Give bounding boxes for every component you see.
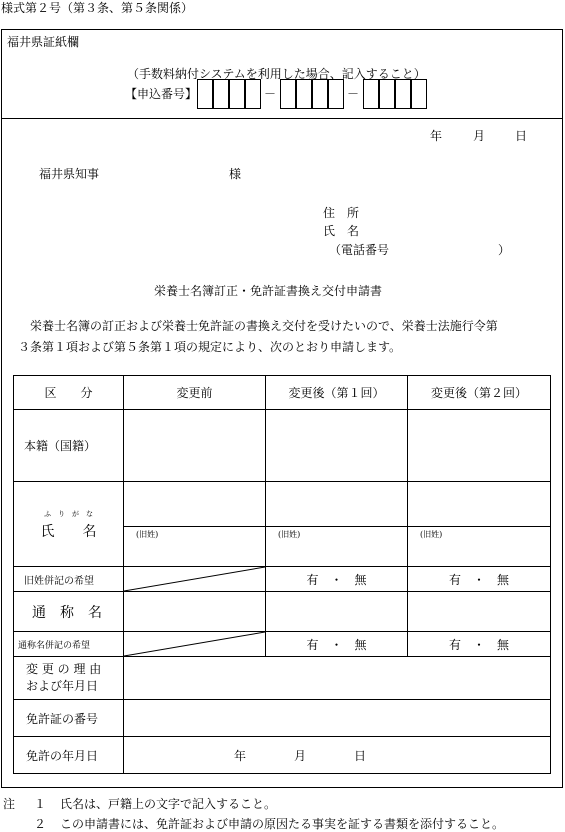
reason-label-line-1: 変 更 の 理 由 bbox=[26, 662, 102, 677]
old-surname-wish-label: 旧姓併記の希望 bbox=[14, 567, 124, 592]
name-ruby: ふ り が な bbox=[44, 510, 93, 518]
domicile-before-field[interactable] bbox=[124, 410, 266, 482]
applicant-address-label: 住 所 bbox=[323, 206, 360, 220]
table-header-row bbox=[14, 376, 551, 410]
old-surname-wish-after-2[interactable]: 有 ・ 無 bbox=[408, 567, 551, 592]
digit-box[interactable] bbox=[379, 79, 395, 109]
addressee-honorific: 様 bbox=[229, 167, 242, 181]
table-row-license-number bbox=[14, 700, 551, 737]
digit-box[interactable] bbox=[280, 79, 296, 109]
application-number-label: 【申込番号】 bbox=[125, 87, 198, 101]
old-surname-wish-before-na bbox=[124, 567, 266, 592]
notes-prefix: 注 bbox=[3, 797, 16, 811]
license-number-label: 免許証の番号 bbox=[14, 700, 124, 737]
alias-wish-label: 通称名併記の希望 bbox=[14, 632, 124, 657]
alias-label: 通 称 名 bbox=[14, 592, 124, 632]
alias-wish-before-na bbox=[124, 632, 266, 657]
alias-after-1-field[interactable] bbox=[266, 592, 408, 632]
table-row-license-date bbox=[14, 737, 551, 774]
date-day-label: 日 bbox=[515, 129, 528, 143]
name-label: 氏 名 bbox=[40, 524, 97, 540]
digit-box[interactable] bbox=[363, 79, 379, 109]
number-dash: － bbox=[264, 87, 277, 101]
digit-box[interactable] bbox=[213, 79, 229, 109]
name-furigana-after-1-field[interactable] bbox=[266, 482, 408, 527]
document-title: 栄養士名簿訂正・免許証書換え交付申請書 bbox=[154, 284, 383, 298]
applicant-phone-close: ） bbox=[498, 243, 511, 257]
table-row-domicile bbox=[14, 410, 551, 482]
table-row-alias bbox=[14, 592, 551, 632]
alias-before-field[interactable] bbox=[124, 592, 266, 632]
header-after-1: 変更後（第１回） bbox=[266, 376, 408, 410]
license-number-field[interactable] bbox=[124, 700, 551, 737]
header-category: 区 分 bbox=[14, 376, 124, 410]
addressee-name: 福井県知事 bbox=[39, 167, 100, 181]
body-text-line-1: 栄養士名簿の訂正および栄養士免許証の書換え交付を受けたいので、栄養士法施行令第 bbox=[30, 319, 498, 333]
domicile-label: 本籍（国籍） bbox=[14, 410, 124, 482]
note-2-text: この申請書には、免許証および申請の原因たる事実を証する書類を添付すること。 bbox=[60, 817, 505, 831]
stamp-area-instruction: （手数料納付システムを利用した場合、記入すること） bbox=[127, 67, 426, 81]
reason-field[interactable] bbox=[124, 657, 551, 700]
date-month-label: 月 bbox=[473, 129, 486, 143]
digit-box[interactable] bbox=[245, 79, 261, 109]
digit-box[interactable] bbox=[411, 79, 427, 109]
form-title: 様式第２号（第３条、第５条関係） bbox=[1, 1, 194, 15]
old-surname-note: (旧姓) bbox=[278, 530, 301, 539]
digit-box[interactable] bbox=[296, 79, 312, 109]
reason-label-line-2: および年月日 bbox=[26, 679, 99, 693]
stamp-area-label: 福井県証紙欄 bbox=[7, 35, 80, 49]
old-surname-wish-after-1[interactable]: 有 ・ 無 bbox=[266, 567, 408, 592]
domicile-after-1-field[interactable] bbox=[266, 410, 408, 482]
body-text-line-2: ３条第１項および第５条第１項の規定により、次のとおり申請します。 bbox=[18, 340, 402, 354]
domicile-after-2-field[interactable] bbox=[408, 410, 551, 482]
name-furigana-after-2-field[interactable] bbox=[408, 482, 551, 527]
alias-wish-after-1[interactable]: 有 ・ 無 bbox=[266, 632, 408, 657]
note-2-number: ２ bbox=[34, 817, 47, 831]
diagonal-strike bbox=[124, 567, 265, 591]
diagonal-strike bbox=[124, 632, 265, 656]
note-1-number: １ bbox=[34, 797, 47, 811]
alias-after-2-field[interactable] bbox=[408, 592, 551, 632]
name-after-1-field[interactable] bbox=[266, 527, 408, 567]
old-surname-note: (旧姓) bbox=[136, 530, 159, 539]
application-table bbox=[13, 375, 551, 774]
applicant-name-label: 氏 名 bbox=[323, 224, 360, 238]
digit-box[interactable] bbox=[229, 79, 245, 109]
digit-box[interactable] bbox=[328, 79, 344, 109]
header-after-2: 変更後（第２回） bbox=[408, 376, 551, 410]
number-dash: － bbox=[347, 87, 360, 101]
name-furigana-before-field[interactable] bbox=[124, 482, 266, 527]
digit-box[interactable] bbox=[395, 79, 411, 109]
name-after-2-field[interactable] bbox=[408, 527, 551, 567]
table-row-old-surname-wish bbox=[14, 567, 551, 592]
alias-wish-after-2[interactable]: 有 ・ 無 bbox=[408, 632, 551, 657]
note-1-text: 氏名は、戸籍上の文字で記入すること。 bbox=[60, 797, 277, 811]
digit-box[interactable] bbox=[197, 79, 213, 109]
table-row-alias-wish bbox=[14, 632, 551, 657]
name-before-field[interactable] bbox=[124, 527, 266, 567]
old-surname-note: (旧姓) bbox=[420, 530, 443, 539]
reason-label bbox=[14, 657, 124, 700]
table-row-name-furigana bbox=[14, 482, 551, 527]
header-before: 変更前 bbox=[124, 376, 266, 410]
stamp-area-divider bbox=[1, 118, 563, 119]
license-date-label: 免許の年月日 bbox=[14, 737, 124, 774]
digit-box[interactable] bbox=[312, 79, 328, 109]
date-year-label: 年 bbox=[430, 129, 443, 143]
name-label-cell bbox=[14, 482, 124, 567]
table-row-reason bbox=[14, 657, 551, 700]
license-date-field[interactable]: 年 月 日 bbox=[124, 737, 551, 774]
applicant-phone-label: （電話番号 bbox=[329, 243, 390, 257]
